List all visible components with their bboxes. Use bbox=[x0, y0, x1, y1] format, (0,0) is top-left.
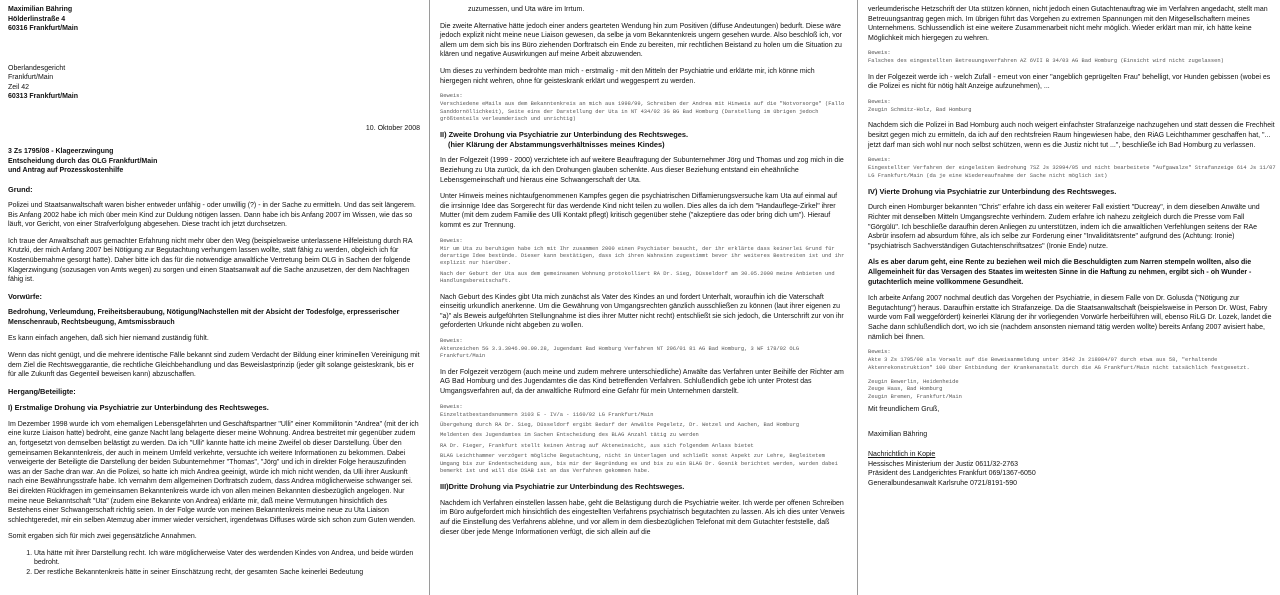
sender-address bbox=[8, 5, 420, 34]
paragraph: Unter Hinweis meines nichtaufgenommenen Kampfes gegen die psychiatrischen Diffamierungsversuche kam Uta auf einmal auf die irrsinnige Idee das Sorgerecht für das werdende Kind nicht teilen zu wollen. Dies alles da ich dem "Handauflege-Zirkel" ihrer Mutter (mit dem zudem Familie des Ulli Kontakt pflegt) kritisch gegenüber stehe ("akzeptiere das oder bring dich um"). Hierauf kommt es zur Trennung. bbox=[440, 193, 838, 229]
evidence-text: BLAG Leichthammer verzögert mögliche Begutachtung, nicht in Unterlagen und schließt sonst Aspekt zur Lehre, Begleitetem Umgang bis zur Endentscheidung aus, bis mir der Begründung es und bis zu ein BLAG Dr. Gosnik berichtet werden, wurden dabei bemerkt ist und will die DSAB ist an das Verfahren gekommen habe. bbox=[440, 453, 838, 474]
beweis-label: Beweis: bbox=[868, 157, 891, 164]
paragraph: Wenn das nicht genügt, und die mehrere identische Fälle bekannt sind zudem Verdacht der Bildung einer kriminellen Vereinigung mit dem Ziel die Rechtsweggarantie, die rechtliche Gleichbehandlung und das Beweislastprinzip (jeder gilt solange geisteskrank, bis er für alle Zukunft das Gegenteil beweisen kann) abzuschaffen. bbox=[8, 352, 420, 379]
evidence-text: RA Dr. Fieger, Frankfurt stellt keinen Antrag auf Akteneinsicht, aus sich folgendem Anlass bietet bbox=[440, 442, 754, 449]
witness: Zeugin Bewerlin, Heidenheide bbox=[868, 379, 959, 385]
evidence-text: Mir um Uta zu beruhigen habe ich mit Ihr zusammen 2000 einen Psychiater besucht, der ihr erklärte dass keinerlei Grund für derartige Idee bestünde. Dieser kann bestätigen, dass ich ihren Wahnsinn zugestimmt bevor ihr weiteres Bestreiten ist und ihr explizit nur hierüber. bbox=[440, 245, 845, 267]
evidence-text: Aktenzeichen 5G 3.3.3046.90.00.28, Jugendamt Bad Homburg Verfahren NT 206/01 81 AG Bad Homburg, 3 WF 178/02 OLG Frankfurt/Main bbox=[440, 345, 800, 360]
list-item: 1. Uta hätte mit ihrer Darstellung recht. Ich wäre möglicherweise Vater des werdenden Kindes von Andrea, und beide würden bedroht. bbox=[34, 549, 420, 568]
copy-recipient: Generalbundesanwalt Karlsruhe 0721/8191-590 bbox=[868, 479, 1018, 487]
hergang-heading: Hergang/Beteiligte: bbox=[8, 386, 76, 396]
paragraph: zuzumessen, und Uta wäre im Irrtum. bbox=[468, 6, 585, 13]
paragraph: Ich traue der Anwaltschaft aus gemachter Erfahrung nicht mehr über den Weg (beispielsweise unterlassene Hilfeleistung durch RA Krutzki, der mich Anfang 2007 bei Nötigung zur Begutachtung verhungern lassen wollte, statt fähig zu werden, obgleich ich für Kostenübernahme gesorgt hatte). Daher bitte ich das für die notwendige anwaltliche Vertretung beim OLG in Sachen der folgende Klagerzwingung (sozusagen von Amts wegen) zu sorgen und einen Staatsanwalt auf die Sache anzusetzen, der dem Nachfragen fähig ist. bbox=[8, 237, 413, 284]
paragraph: Es kann einfach angehen, daß sich hier niemand zuständig fühlt. bbox=[8, 335, 209, 343]
witness: Zeuge Haas, Bad Homburg bbox=[868, 386, 943, 393]
section-3-heading: III)Dritte Drohung via Psychiatrie zur Unterbindung des Rechtsweges. bbox=[440, 482, 685, 492]
witness: Zeugin Bremen, Frankfurt/Main bbox=[868, 393, 962, 400]
paragraph: Nach Geburt des Kindes gibt Uta mich zunächst als Vater des Kindes an und fordert Unterhalt, woraufhin ich die Vaterschaft einseitig urkundlich anerkenne. Um die Gewährung von Umgangsrechten gänzlich ausschließen zu können (laut ihrer eigenen zu "a)" als Beweis aufgeführten Stellungnahme ist dies ihrer Mutter nicht recht) entschließt sie sich jedoch, die Unterschrift zur von ihr geforderten Urkunde nicht abgeben zu wollen. bbox=[440, 293, 844, 330]
beweis-label: Beweis: bbox=[868, 349, 891, 356]
paragraph: Polizei und Staatsanwaltschaft waren bisher entweder unfähig - oder unwillig (?) - in der Sache zu ermitteln. Und das seit längerem. Bis Anfang 2002 habe ich mich über mein Kind zur Duldung nötigen lassen. Dann habe ich bis Anfang 2007 im Wissen, wie das so läuft, vor Gericht, von einer Strafverfolgung abgesehen. Diese tracht ich jetzt durchsetzen. bbox=[8, 202, 416, 229]
evidence-text: Nach der Geburt der Uta aus dem gemeinsamen Wohnung protokolliert RA Dr. Sieg, Düsseldorf am 30.05.2000 meine Anbieten und Handlungsbereitschaft. bbox=[440, 270, 835, 285]
evidence-text: Eingestellter Verfahren der eingeleiten Bedrohung 7SZ Js 32994/05 und nicht bearbeitete "Aufgawalze" Strafanzeige 614 Js 11/07 LG Frankfurt/Main (da je eine Wiedereaufnahme der Sache nicht möglich ist) bbox=[868, 165, 1276, 179]
beweis-label: Beweis: bbox=[868, 50, 891, 57]
paragraph: In der Folgezeit (1999 - 2000) verzichtete ich auf weitere Beauftragung der Subunternehmer Jörg und Thomas und zog mich in die Beziehung zu Uta zurück, da ich den Drohungen glauben schenkte. Aus dieser Beziehung entstand ein eheähnliche Lebensgemeinschaft und hieraus eine Schwangerschaft der Uta. bbox=[440, 157, 844, 184]
recipient-line: 60313 Frankfurt/Main bbox=[8, 93, 79, 100]
alternatives-list bbox=[8, 549, 420, 577]
copy-recipient: Hessisches Ministerium der Justiz 0611/32-2763 bbox=[868, 460, 1019, 468]
vorwuerfe-heading: Vorwürfe: bbox=[8, 291, 42, 301]
evidence-text: Verschiedene eMails aus dem Bekanntenkreis an mich aus 1998/99, Schreiben der Andrea mit Hinweis auf die "Notvorsorge" (Fallo Sanddornöllichkeit), Seite eins der Darstellung der Uta in NT 434/02 3G BG Bad Homburg (Darstellung im übrigen jedoch größtenteils verleumderisch und unrichtig) bbox=[440, 101, 845, 122]
signature: Maximilian Bähring bbox=[868, 430, 928, 438]
recipient-line: Zeil 42 bbox=[8, 83, 30, 91]
paragraph: Somit ergaben sich für mich zwei gegensätzliche Annahmen. bbox=[8, 533, 197, 541]
paragraph: Nachdem sich die Polizei in Bad Homburg auch noch weigert einfachster Strafanzeige nachzugehen und statt dessen die Frechheit besitzt gegen mich zu ermitteln, da ich auf den rechtsfreien Raum hingewiesen habe, den RiAG Leichthammer geschaffen hat, "... jetzt darf man sich wohl nur noch selbst schützen, wenn es die Justiz nicht tut ...", beschließe ich Bad Homburg zu verlassen. bbox=[868, 122, 1275, 149]
copy-recipient: Präsident des Landgerichtes Frankfurt 069/1367-6050 bbox=[868, 470, 1036, 478]
evidence-text: Akte 3 Zs 1795/08 als Vorwalt auf die Beweisanmeldung unter 3542 Js 218084/07 durch etwa aus 58, "erhaltende Aktenrekonstruktion" 100 über Entbindung der Krankenanstalt durch die AG Frankfurt/Main nicht tatsächlich festgesetzt. bbox=[868, 357, 1250, 371]
paragraph: Durch einen Homburger bekannten "Chris" erfahre ich dass ein weiterer Fall existiert "Ducreay", in dem dieselben Anwälte und Richter mit denselben Mitteln Umgangsrechte verhindern. Zudem erfahre ich nahezu zeitgleich durch die Presse vom Fall "Görgülü". Ich beschließe daraufhin deren Anliegen zu unterstützen, indem ich die anwaltlichen Verfehlungen seitens der RAe Asbrür insofern ad absurdum führe, als ich selbe zur Forderung einer "Invaliditätsrente" aufgrund des (Achtung: Ironie) "psychiatrisch Sachverständigen Gutachtenschriftsatzes" (Ironie Ende) nutze. bbox=[868, 204, 1260, 250]
letter-date: 10. Oktober 2008 bbox=[365, 124, 420, 132]
recipient-address bbox=[8, 64, 420, 102]
page-divider bbox=[857, 0, 858, 595]
bold-paragraph: Als es aber darum geht, eine Rente zu beziehen weil mich die Beschuldigten zum Narren stempeln wollten, also die Allgemeinheit für das Versagen des Staates im weitesten Sinne in die Haftung zu nehmen, ergibt sich - oh Wunder - gutachterlich meine vollkommene Gesundheit. bbox=[868, 259, 1252, 286]
paragraph: Um dieses zu verhindern bedrohte man mich - erstmalig - mit den Mitteln der Psychiatrie und erklärte mir, ich könne mich hiergegen nicht wehren, ohne für geisteskrank erklärt und weggesperrt zu werden. bbox=[440, 67, 815, 85]
copy-label: Nachrichtlich in Kopie bbox=[868, 451, 936, 459]
section-2-heading: II) Zweite Drohung via Psychiatrie zur Unterbindung des Rechtsweges. bbox=[440, 130, 689, 140]
section-2-subheading: (hier Klärung der Abstammungsverhältnisses meines Kindes) bbox=[448, 139, 665, 149]
beweis-label: Beweis: bbox=[440, 403, 463, 410]
recipient-line: Frankfurt/Main bbox=[8, 74, 54, 81]
closing: Mit freundlichem Gruß, bbox=[868, 406, 940, 414]
vorwuerfe-list: Bedrohung, Verleumdung, Freiheitsberaubung, Nötigung/Nachstellen mit der Absicht der Todesfolge, erpresserischer Menschenraub, Rechtsbeugung, Amtsmissbrauch bbox=[8, 309, 400, 326]
paragraph: verleumderische Hetzschrift der Uta stützen können, nicht jedoch einen Gutachtenauftrag wie im Verfahren angedacht, stellt man Betreuungsantrag gegen mich. Im übrigen führt das Vorgehen zu extremen Spannungen mit den Mitgesellschaftern meines Unternehmens. Schlussendlich ist eine weitere Zusammenarbeit nicht mehr möglich. Wieder erklärt man mir, ich hätte keine Möglichkeit mich hiergegen zu wehren. bbox=[868, 6, 1268, 42]
evidence-text: Zeugin Schmitz-Holz, Bad Homburg bbox=[868, 106, 972, 113]
evidence-text: Einzeltatbestandsnummern 3103 E - IV/a - 1160/02 LG Frankfurt/Main bbox=[440, 411, 654, 418]
paragraph: In der Folgezeit verzögern (auch meine und zudem mehrere unterschiedliche) Anwälte das Verfahren unter Beihilfe der Richter am AG Bad Homburg und des Jugendamtes die das Kind betreffenden Verfahren. Schlußendlich gebe ich unter Protest das Umgangsverfahren auf, da der anwaltliche Rufmord eine Gefahr für mein Unternehmen darstellt. bbox=[440, 368, 844, 395]
evidence-text: Übergehung durch RA Dr. Sieg, Düsseldorf ergibt Bedarf der Anwälte Pegeletz, Dr. Wetzel und Aachen, Bad Homburg bbox=[440, 421, 800, 428]
document-page-2 bbox=[430, 0, 856, 595]
section-4-heading: IV) Vierte Drohung via Psychiatrie zur Unterbindung des Rechtsweges. bbox=[868, 186, 1117, 196]
document-page-1 bbox=[0, 0, 428, 595]
paragraph: In der Folgezeit werde ich - welch Zufall - erneut von einer "angeblich geprügelten Frau" behelligt, vor Hunden gebissen (wobei es die Polizei es nicht für nötig hält Anzeige aufzunehmen), ... bbox=[868, 73, 1271, 91]
sender-city: 60316 Frankfurt/Main bbox=[8, 25, 79, 32]
paragraph: Ich arbeite Anfang 2007 nochmal deutlich das Vorgehen der Psychiatrie, in diesem Falle von Dr. Golusda ("Nötigung zur Begutachtung") heraus. Daraufhin erstatte ich Strafanzeige. Da die Staatsanwaltschaft (beispielsweise in Person Dr. Wüst, Fabry wurde vom Fall weggefördert) keinerlei Klärung der ihr vorliegenden Vorwürfe herbeiführen will, ebenso RiLG Dr. Lozek, landet die Sache dann schlußendlich dort, wo ich sie (nachdem ansonsten niemand tätig werden wollte) bereits Anfang 2007 avisiert habe, nämlich bei Ihnen. bbox=[868, 295, 1272, 341]
list-item: 2. Der restliche Bekanntenkreis hätte in seiner Einschätzung recht, der gesamten Sache keinerlei Bedeutung bbox=[34, 568, 420, 577]
sender-street: Hölderlinstraße 4 bbox=[8, 15, 66, 23]
beweis-label: Beweis: bbox=[868, 98, 891, 105]
beweis-label: Beweis: bbox=[440, 237, 463, 244]
sender-name: Maximilian Bähring bbox=[8, 6, 73, 13]
paragraph: Die zweite Alternative hätte jedoch einer anders gearteten Wendung hin zum Positiven (diffuse Andeutungen) bedurft. Diese wäre jedoch explizit nicht meine neue Liaison gewesen, da selbe ja vom Bekanntenkreis ungern gesehen wurde. Also beschloß ich, vor allem um dem sich bis ins Büro ziehenden Dorftratsch ein Ende zu bereiten, mir rechtlichen Beistand zu holen um die Situation zu klären und negative Auswirkungen auf meine Arbeit abzuwenden. bbox=[440, 22, 842, 59]
recipient-line: Oberlandesgericht bbox=[8, 64, 66, 72]
beweis-label: Beweis: bbox=[440, 337, 463, 344]
evidence-text: Falsches des eingestellten Betreuungsverfahren AZ 6VII B 34/03 AG Bad Homburg (Einsicht wird nicht zugelassen) bbox=[868, 58, 1224, 65]
witness-list bbox=[868, 379, 1276, 401]
section-1-heading: I) Erstmalige Drohung via Psychiatrie zur Unterbindung des Rechtsweges. bbox=[8, 403, 269, 413]
letter-subject bbox=[8, 147, 420, 176]
document-page-3 bbox=[860, 0, 1280, 595]
grund-heading: Grund: bbox=[8, 184, 33, 194]
evidence-text: Meldenten des Jugendamtes im Sachen Entscheidung des BLAG Anzahl tätig zu werden bbox=[440, 432, 699, 439]
subject-line: und Antrag auf Prozesskostenhilfe bbox=[8, 167, 124, 174]
beweis-label: Beweis: bbox=[440, 93, 463, 100]
paragraph: Nachdem ich Verfahren einstellen lassen habe, geht die Belästigung durch die Psychiatrie weiter. Ich werde per offenen Schreiben im Büro aufgefordert mich hinsichtlich des eingestellten Verfahrens psychiatrisch begutachten zu lassen. Als ich dies unter Verweis auf die Einstellung des Verfahrens ablehne, und vor allem in dem diesbezüglichen Telefonat mit dem Gutachter feststelle, daß dieser über jede Menge Informationen verfügt, die sich allein auf die bbox=[440, 499, 845, 536]
paragraph: Im Dezember 1998 wurde ich vom ehemaligen Lebensgefährten und Geschäftspartner "Ulli" einer Kommilitonin "Andrea" (mit der ich eine kurze Liaison hatte) bedroht, eine ganze Nacht lang belagerte dieser meine Wohnung. Andrea bestreitet mir gegenüber zudem an, fortgesetzt von demselben belästigt zu werden. Da ich "Ulli" kannte hatte ich meine Zweifel ob dieser Darstellung. Über den gemeinsamen Bekanntenkreis, der auch in meinem Umfeld verkehrte, versuchte ich weitere Informationen zu bekommen. Dabei verweigerte der Beteiligte die Darstellung der beiden Subunternehmer "Thomas", "Jörg" und ich in direkter Folge herauszufinden was an der Sache dran war. An die Polizei, so hatte ich mich Andrea geeinigt, würde ich mich nicht wenden, da Ulli ihrer Auskunft nach eine Bewährungsstrafe habe. Ich vernahm dem allgemeinen Dorftratsch zudem, dass Andrea möglicherweise schwanger sei. Bei direkten Rückfragen im gemeinsamen Bekanntenkreis wurde ich von allen meinen Bekannten diesbezüglich angelogen. Nur meine neue Bekanntschaft "Uta" (zudem eine Bekannte von Andrea) erklärte mir, daß meine Vermutungen hinsichtlich des Bestehens einer Schwangerschaft richtig seien. In der Folge wurde von meinen Bekanntenkreis meine neue zu Uta Liaison schlechtgeredet, mir ein selben Atemzug aber immer wieder versichert, irgendetwas Diffuses würde sich schon zum Guten wenden. bbox=[8, 420, 419, 524]
subject-line: Entscheidung durch das OLG Frankfurt/Main bbox=[8, 157, 158, 165]
copy-recipients bbox=[868, 450, 1276, 488]
subject-line: 3 Zs 1795/08 - Klageerzwingung bbox=[8, 148, 114, 155]
